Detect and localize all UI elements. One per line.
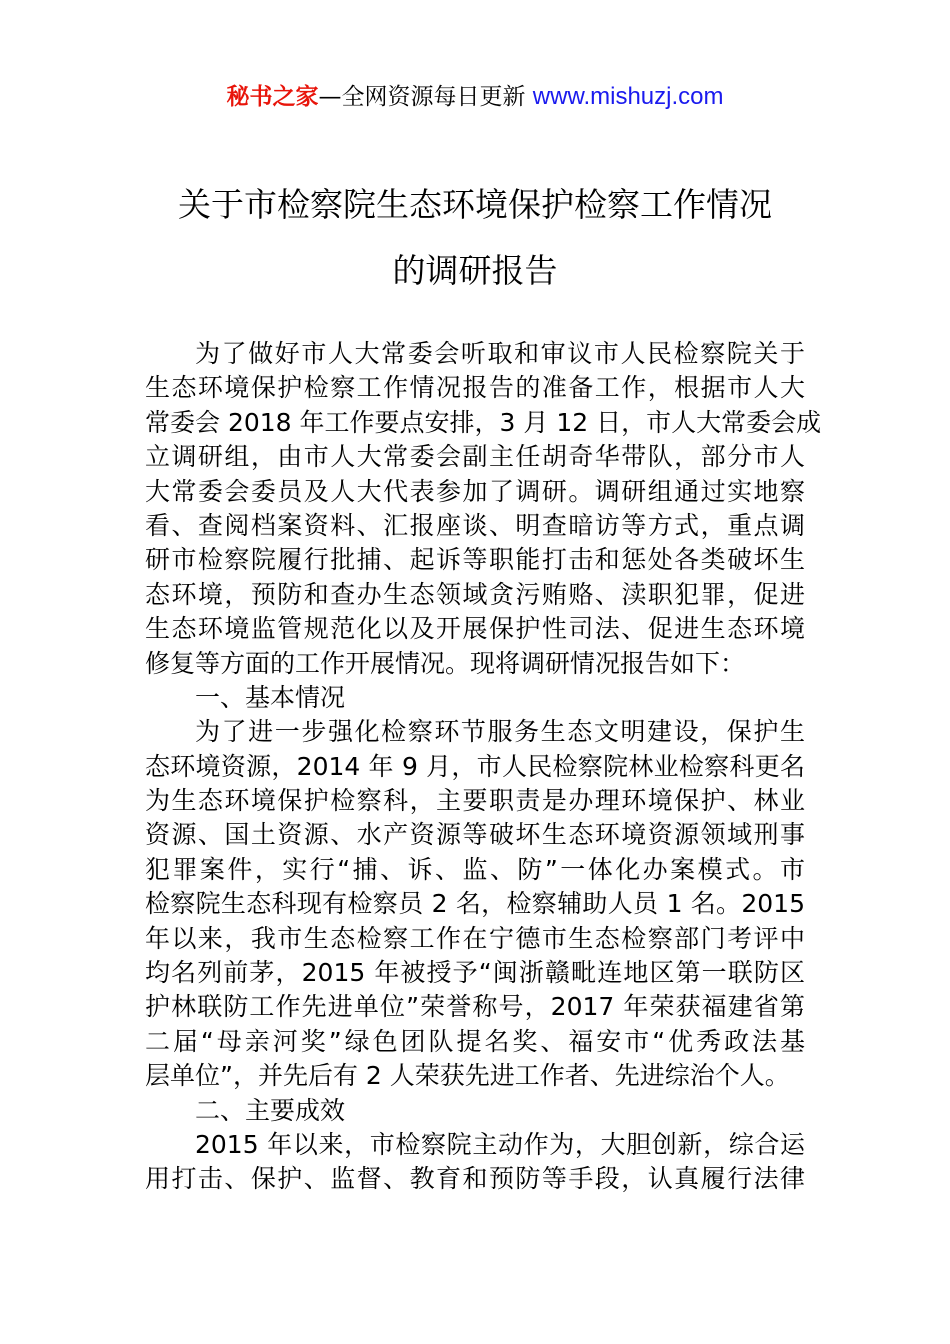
document-title <box>100 172 850 304</box>
site-url-link[interactable]: www.mishuzj.com <box>532 83 724 110</box>
body-text-line: 生态环境保护检察工作情况报告的准备工作，根据市人大 <box>145 373 805 403</box>
document-body <box>145 337 822 1197</box>
body-text-line: 立调研组，由市人大常委会副主任胡奇华带队，部分市人 <box>145 442 805 472</box>
body-text-line: 为了进一步强化检察环节服务生态文明建设，保护生 <box>195 717 805 747</box>
body-text-line: 为生态环境保护检察科，主要职责是办理环境保护、林业 <box>145 786 805 816</box>
site-brand: 秘书之家 <box>226 84 319 110</box>
body-text-line: 生态环境监管规范化以及开展保护性司法、促进生态环境 <box>145 614 805 644</box>
body-text-line: 检察院生态科现有检察员 2 名，检察辅助人员 1 名。2015 <box>145 889 805 919</box>
body-text-line: 研市检察院履行批捕、起诉等职能打击和惩处各类破坏生 <box>145 545 805 575</box>
site-tagline: —全网资源每日更新 <box>318 84 526 110</box>
body-text-line: 资源、国土资源、水产资源等破坏生态环境资源领域刑事 <box>145 820 805 850</box>
body-text-line: 层单位”，并先后有 2 人荣获先进工作者、先进综治个人。 <box>145 1061 790 1091</box>
site-header <box>0 80 950 114</box>
title-line-2: 的调研报告 <box>392 251 558 290</box>
body-text-line: 看、查阅档案资料、汇报座谈、明查暗访等方式，重点调 <box>145 510 805 540</box>
body-text-line: 二届“母亲河奖”绿色团队提名奖、福安市“优秀政法基 <box>145 1026 805 1056</box>
section-heading: 二、主要成效 <box>195 1095 346 1125</box>
body-text-line: 均名列前茅，2015 年被授予“闽浙赣毗连地区第一联防区 <box>145 958 805 988</box>
body-text-line: 态环境资源，2014 年 9 月，市人民检察院林业检察科更名 <box>145 751 805 781</box>
body-text-line: 2015 年以来，市检察院主动作为，大胆创新，综合运 <box>195 1129 805 1159</box>
title-line-1: 关于市检察院生态环境保护检察工作情况 <box>178 185 772 224</box>
body-text-line: 大常委会委员及人大代表参加了调研。调研组通过实地察 <box>145 476 805 506</box>
section-heading: 一、基本情况 <box>195 682 346 712</box>
body-text-line: 护林联防工作先进单位”荣誉称号，2017 年荣获福建省第 <box>145 992 805 1022</box>
body-text-line: 为了做好市人大常委会听取和审议市人民检察院关于 <box>195 339 805 368</box>
body-text-line: 用打击、保护、监督、教育和预防等手段，认真履行法律 <box>145 1164 805 1194</box>
body-text-line: 年以来，我市生态检察工作在宁德市生态检察部门考评中 <box>145 923 805 953</box>
body-text-line: 修复等方面的工作开展情况。现将调研情况报告如下： <box>145 648 746 678</box>
body-text-line: 犯罪案件，实行“捕、诉、监、防”一体化办案模式。市 <box>145 854 805 884</box>
body-text-line: 态环境，预防和查办生态领域贪污贿赂、渎职犯罪，促进 <box>145 579 805 609</box>
body-text-line: 常委会 2018 年工作要点安排，3 月 12 日，市人大常委会成 <box>145 407 822 437</box>
